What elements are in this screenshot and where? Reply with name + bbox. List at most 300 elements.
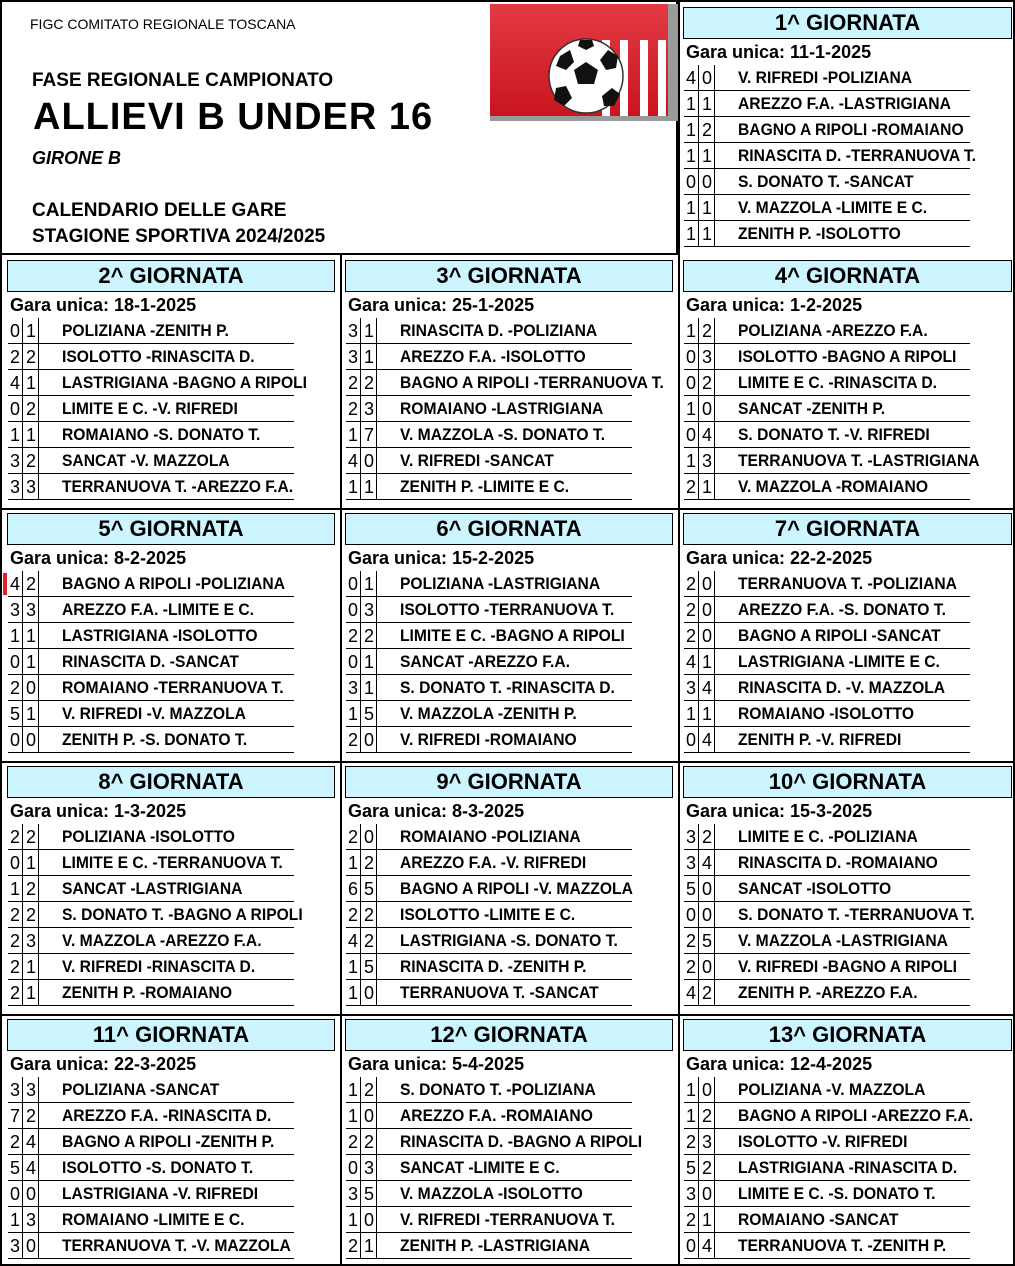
away-score: 3 — [24, 474, 39, 499]
match-teams: LASTRIGIANA -S. DONATO T. — [400, 931, 618, 950]
home-score: 1 — [8, 623, 23, 648]
game-row — [346, 344, 632, 370]
match-teams: ROMAIANO -TERRANUOVA T. — [62, 678, 284, 697]
game-row — [346, 1103, 632, 1129]
home-score: 2 — [8, 902, 23, 927]
match-teams: ZENITH P. -ISOLOTTO — [738, 224, 901, 243]
match-teams: S. DONATO T. -POLIZIANA — [400, 1080, 596, 1099]
away-score: 1 — [700, 195, 715, 220]
round-date: Gara unica: 1-2-2025 — [686, 295, 863, 315]
game-row — [684, 902, 975, 928]
game-row — [8, 344, 294, 370]
away-score: 3 — [24, 928, 39, 953]
home-score: 4 — [684, 65, 699, 90]
away-score: 3 — [700, 1129, 715, 1154]
game-row — [346, 954, 632, 980]
game-row — [684, 980, 970, 1006]
home-score: 2 — [346, 727, 361, 752]
game-row — [346, 876, 632, 902]
home-score: 3 — [684, 824, 699, 849]
game-row — [8, 597, 294, 623]
home-score: 0 — [346, 597, 361, 622]
match-teams: POLIZIANA -LASTRIGIANA — [400, 574, 601, 593]
home-score: 2 — [8, 344, 23, 369]
home-score: 0 — [684, 1233, 699, 1258]
away-score: 4 — [700, 727, 715, 752]
game-row — [8, 1155, 294, 1181]
round-panel — [2, 761, 340, 1014]
round-panel — [678, 761, 1015, 1014]
match-teams: POLIZIANA -ISOLOTTO — [62, 827, 235, 846]
away-score: 0 — [362, 727, 377, 752]
match-teams: AREZZO F.A. -ROMAIANO — [400, 1106, 593, 1125]
game-row — [684, 928, 970, 954]
match-teams: SANCAT -LASTRIGIANA — [62, 879, 243, 898]
home-score: 1 — [346, 422, 361, 447]
match-teams: ISOLOTTO -LIMITE E C. — [400, 905, 576, 924]
game-row — [8, 902, 303, 928]
away-score: 2 — [362, 1129, 377, 1154]
home-score: 1 — [346, 954, 361, 979]
away-score: 1 — [362, 571, 377, 596]
round-title: 6^ GIORNATA — [345, 513, 673, 545]
game-row — [684, 318, 970, 344]
match-teams: V. MAZZOLA -AREZZO F.A. — [62, 931, 262, 950]
home-score: 2 — [346, 1233, 361, 1258]
away-score: 2 — [700, 318, 715, 343]
match-teams: POLIZIANA -V. MAZZOLA — [738, 1080, 926, 1099]
match-teams: ZENITH P. -AREZZO F.A. — [738, 983, 918, 1002]
game-row — [684, 623, 970, 649]
home-score: 0 — [8, 850, 23, 875]
away-score: 2 — [24, 876, 39, 901]
away-score: 1 — [362, 649, 377, 674]
away-score: 0 — [362, 824, 377, 849]
row-divider — [2, 508, 1015, 510]
game-row — [8, 928, 294, 954]
away-score: 2 — [700, 1103, 715, 1128]
match-teams: ISOLOTTO -S. DONATO T. — [62, 1158, 254, 1177]
game-row — [684, 675, 970, 701]
home-score: 3 — [346, 344, 361, 369]
round-panel — [678, 1014, 1015, 1266]
match-teams: RINASCITA D. -POLIZIANA — [400, 321, 598, 340]
away-score: 2 — [24, 448, 39, 473]
match-teams: SANCAT -LIMITE E C. — [400, 1158, 560, 1177]
match-teams: AREZZO F.A. -RINASCITA D. — [62, 1106, 272, 1125]
away-score: 2 — [700, 370, 715, 395]
home-score: 0 — [8, 1181, 23, 1206]
away-score: 1 — [700, 1207, 715, 1232]
away-score: 2 — [362, 928, 377, 953]
home-score: 3 — [346, 1181, 361, 1206]
column-divider — [678, 2, 680, 1266]
game-row — [684, 195, 970, 221]
home-score: 1 — [8, 876, 23, 901]
away-score: 0 — [24, 727, 39, 752]
round-date: Gara unica: 12-4-2025 — [686, 1054, 873, 1074]
match-teams: ROMAIANO -S. DONATO T. — [62, 425, 261, 444]
away-score: 0 — [700, 65, 715, 90]
round-date: Gara unica: 25-1-2025 — [348, 295, 535, 315]
away-score: 2 — [362, 902, 377, 927]
match-teams: BAGNO A RIPOLI -V. MAZZOLA — [400, 879, 633, 898]
match-teams: V. RIFREDI -RINASCITA D. — [62, 957, 256, 976]
match-teams: POLIZIANA -SANCAT — [62, 1080, 220, 1099]
home-score: 0 — [346, 649, 361, 674]
games-list — [346, 318, 664, 500]
away-score: 3 — [700, 448, 715, 473]
away-score: 2 — [700, 824, 715, 849]
games-list — [346, 824, 632, 1006]
match-teams: V. MAZZOLA -LIMITE E C. — [738, 198, 928, 217]
round-title: 11^ GIORNATA — [7, 1019, 335, 1051]
away-score: 1 — [24, 649, 39, 674]
home-score: 0 — [684, 902, 699, 927]
round-title: 7^ GIORNATA — [683, 513, 1012, 545]
home-score: 0 — [346, 1155, 361, 1180]
away-score: 0 — [700, 571, 715, 596]
match-teams: ZENITH P. -LASTRIGIANA — [400, 1236, 591, 1255]
away-score: 3 — [700, 344, 715, 369]
away-score: 3 — [24, 597, 39, 622]
match-teams: TERRANUOVA T. -SANCAT — [400, 983, 599, 1002]
home-score: 3 — [8, 1233, 23, 1258]
home-score: 2 — [684, 597, 699, 622]
soccer-ball-logo — [490, 4, 678, 121]
game-row — [346, 675, 632, 701]
match-teams: LASTRIGIANA -RINASCITA D. — [738, 1158, 958, 1177]
match-teams: ZENITH P. -LIMITE E C. — [400, 477, 570, 496]
away-score: 2 — [700, 117, 715, 142]
round-panel — [2, 255, 340, 508]
away-score: 2 — [24, 824, 39, 849]
home-score: 3 — [684, 850, 699, 875]
round-title: 9^ GIORNATA — [345, 766, 673, 798]
home-score: 4 — [346, 448, 361, 473]
match-teams: RINASCITA D. -TERRANUOVA T. — [738, 146, 977, 165]
game-row — [8, 980, 294, 1006]
round-panel — [678, 255, 1015, 508]
away-score: 5 — [362, 701, 377, 726]
round-panel — [678, 508, 1015, 761]
home-score: 1 — [684, 448, 699, 473]
away-score: 4 — [700, 422, 715, 447]
away-score: 0 — [700, 623, 715, 648]
match-teams: V. MAZZOLA -ISOLOTTO — [400, 1184, 583, 1203]
games-list — [346, 571, 632, 753]
round-date: Gara unica: 5-4-2025 — [348, 1054, 525, 1074]
away-score: 1 — [700, 91, 715, 116]
home-score: 2 — [8, 675, 23, 700]
away-score: 1 — [362, 474, 377, 499]
match-teams: LASTRIGIANA -BAGNO A RIPOLI — [62, 373, 308, 392]
match-teams: POLIZIANA -ZENITH P. — [62, 321, 229, 340]
match-teams: LIMITE E C. -POLIZIANA — [738, 827, 918, 846]
home-score: 4 — [346, 928, 361, 953]
away-score: 1 — [700, 143, 715, 168]
away-score: 1 — [24, 980, 39, 1005]
home-score: 2 — [684, 1129, 699, 1154]
away-score: 2 — [24, 344, 39, 369]
match-teams: V. RIFREDI -TERRANUOVA T. — [400, 1210, 615, 1229]
away-score: 7 — [362, 422, 377, 447]
home-score: 1 — [346, 474, 361, 499]
game-row — [346, 422, 632, 448]
away-score: 1 — [24, 623, 39, 648]
home-score: 4 — [684, 980, 699, 1005]
home-score: 0 — [8, 396, 23, 421]
away-score: 4 — [24, 1155, 39, 1180]
away-score: 0 — [700, 597, 715, 622]
away-score: 1 — [24, 954, 39, 979]
round-title: 2^ GIORNATA — [7, 260, 335, 292]
home-score: 0 — [684, 169, 699, 194]
away-score: 1 — [24, 318, 39, 343]
game-row — [684, 1129, 970, 1155]
games-list — [8, 1077, 294, 1259]
match-teams: LASTRIGIANA -LIMITE E C. — [738, 652, 940, 671]
game-row — [346, 727, 632, 753]
home-score: 1 — [684, 195, 699, 220]
game-row — [684, 1155, 970, 1181]
match-teams: ISOLOTTO -RINASCITA D. — [62, 347, 255, 366]
games-list — [684, 824, 975, 1006]
season-label: STAGIONE SPORTIVA 2024/2025 — [32, 226, 326, 247]
round-date: Gara unica: 18-1-2025 — [10, 295, 197, 315]
game-row — [8, 396, 294, 422]
round-panel — [2, 1014, 340, 1266]
away-score: 2 — [24, 902, 39, 927]
round-date: Gara unica: 22-3-2025 — [10, 1054, 197, 1074]
game-row — [8, 1129, 294, 1155]
match-teams: ISOLOTTO -BAGNO A RIPOLI — [738, 347, 957, 366]
match-teams: LIMITE E C. -V. RIFREDI — [62, 399, 238, 418]
game-row — [8, 701, 294, 727]
round-title: 8^ GIORNATA — [7, 766, 335, 798]
home-score: 1 — [346, 1077, 361, 1102]
home-score: 4 — [8, 370, 23, 395]
match-teams: TERRANUOVA T. -POLIZIANA — [738, 574, 957, 593]
away-score: 5 — [362, 954, 377, 979]
away-score: 2 — [362, 1077, 377, 1102]
away-score: 3 — [362, 396, 377, 421]
away-score: 5 — [362, 876, 377, 901]
round-panel — [340, 255, 678, 508]
round-title: 10^ GIORNATA — [683, 766, 1012, 798]
game-row — [8, 1077, 294, 1103]
away-score: 0 — [700, 1077, 715, 1102]
game-row — [684, 370, 970, 396]
match-teams: LASTRIGIANA -ISOLOTTO — [62, 626, 258, 645]
game-row — [8, 370, 308, 396]
game-row — [346, 1233, 632, 1259]
games-list — [684, 1077, 974, 1259]
away-score: 0 — [362, 1207, 377, 1232]
home-score: 6 — [346, 876, 361, 901]
game-row — [684, 221, 970, 247]
game-row — [8, 318, 294, 344]
game-row — [8, 954, 294, 980]
game-row — [8, 1233, 294, 1259]
match-teams: RINASCITA D. -SANCAT — [62, 652, 239, 671]
away-score: 1 — [362, 344, 377, 369]
match-teams: ROMAIANO -POLIZIANA — [400, 827, 581, 846]
home-score: 1 — [684, 91, 699, 116]
header-block — [2, 2, 678, 255]
home-score: 2 — [346, 396, 361, 421]
games-list — [8, 571, 294, 753]
game-row — [8, 1207, 294, 1233]
away-score: 3 — [362, 597, 377, 622]
game-row — [684, 824, 970, 850]
round-title: 13^ GIORNATA — [683, 1019, 1012, 1051]
games-list — [8, 824, 303, 1006]
match-teams: LIMITE E C. -S. DONATO T. — [738, 1184, 936, 1203]
game-row — [684, 65, 970, 91]
game-row — [346, 474, 632, 500]
home-score: 0 — [8, 649, 23, 674]
game-row — [346, 597, 632, 623]
calendar-label: CALENDARIO DELLE GARE — [32, 200, 287, 221]
group-label: GIRONE B — [32, 148, 122, 168]
match-teams: S. DONATO T. -BAGNO A RIPOLI — [62, 905, 303, 924]
match-teams: S. DONATO T. -TERRANUOVA T. — [738, 905, 975, 924]
game-row — [684, 396, 970, 422]
match-teams: SANCAT -V. MAZZOLA — [62, 451, 230, 470]
game-row — [684, 474, 970, 500]
away-score: 0 — [700, 396, 715, 421]
home-score: 1 — [684, 701, 699, 726]
phase-label: FASE REGIONALE CAMPIONATO — [32, 70, 334, 91]
game-row — [346, 448, 632, 474]
game-row — [8, 623, 294, 649]
match-teams: V. MAZZOLA -S. DONATO T. — [400, 425, 606, 444]
away-score: 0 — [24, 675, 39, 700]
match-teams: POLIZIANA -AREZZO F.A. — [738, 321, 928, 340]
game-row — [684, 117, 970, 143]
home-score: 2 — [346, 902, 361, 927]
match-teams: RINASCITA D. -ROMAIANO — [738, 853, 938, 872]
away-score: 1 — [700, 221, 715, 246]
away-score: 0 — [24, 1181, 39, 1206]
away-score: 1 — [362, 675, 377, 700]
match-teams: BAGNO A RIPOLI -POLIZIANA — [62, 574, 286, 593]
away-score: 3 — [362, 1155, 377, 1180]
match-teams: ZENITH P. -ROMAIANO — [62, 983, 233, 1002]
game-row — [346, 928, 632, 954]
match-teams: AREZZO F.A. -S. DONATO T. — [738, 600, 946, 619]
game-row — [684, 169, 970, 195]
away-score: 1 — [24, 370, 39, 395]
match-teams: RINASCITA D. -BAGNO A RIPOLI — [400, 1132, 643, 1151]
away-score: 2 — [24, 396, 39, 421]
match-teams: V. RIFREDI -SANCAT — [400, 451, 554, 470]
home-score: 0 — [684, 370, 699, 395]
match-teams: S. DONATO T. -RINASCITA D. — [400, 678, 615, 697]
round-title: 4^ GIORNATA — [683, 260, 1012, 292]
match-teams: RINASCITA D. -ZENITH P. — [400, 957, 587, 976]
games-list — [8, 318, 308, 500]
home-score: 3 — [8, 448, 23, 473]
game-row — [346, 902, 632, 928]
game-row — [684, 143, 977, 169]
match-teams: BAGNO A RIPOLI -ZENITH P. — [62, 1132, 275, 1151]
match-teams: ROMAIANO -LASTRIGIANA — [400, 399, 604, 418]
away-score: 0 — [362, 980, 377, 1005]
away-score: 1 — [24, 701, 39, 726]
away-score: 3 — [24, 1077, 39, 1102]
match-teams: TERRANUOVA T. -ZENITH P. — [738, 1236, 947, 1255]
away-score: 4 — [700, 675, 715, 700]
round-title: 3^ GIORNATA — [345, 260, 673, 292]
match-teams: S. DONATO T. -V. RIFREDI — [738, 425, 930, 444]
home-score: 1 — [684, 221, 699, 246]
away-score: 2 — [362, 370, 377, 395]
home-score: 3 — [684, 675, 699, 700]
match-teams: RINASCITA D. -V. MAZZOLA — [738, 678, 946, 697]
away-score: 1 — [362, 318, 377, 343]
match-teams: TERRANUOVA T. -LASTRIGIANA — [738, 451, 980, 470]
home-score: 3 — [346, 318, 361, 343]
home-score: 1 — [684, 143, 699, 168]
round-title: 5^ GIORNATA — [7, 513, 335, 545]
round-panel — [340, 761, 678, 1014]
home-score: 2 — [346, 824, 361, 849]
game-row — [346, 318, 632, 344]
row-divider — [2, 1014, 1015, 1016]
away-score: 1 — [24, 850, 39, 875]
game-row — [684, 571, 970, 597]
match-teams: SANCAT -ISOLOTTO — [738, 879, 892, 898]
away-score: 2 — [700, 980, 715, 1005]
match-teams: AREZZO F.A. -ISOLOTTO — [400, 347, 586, 366]
home-score: 0 — [684, 422, 699, 447]
game-row — [346, 850, 632, 876]
home-score: 0 — [8, 318, 23, 343]
game-row — [346, 370, 664, 396]
home-score: 2 — [684, 623, 699, 648]
home-score: 3 — [8, 597, 23, 622]
away-score: 5 — [700, 928, 715, 953]
match-teams: ISOLOTTO -V. RIFREDI — [738, 1132, 908, 1151]
match-teams: V. RIFREDI -POLIZIANA — [738, 68, 913, 87]
match-teams: AREZZO F.A. -V. RIFREDI — [400, 853, 587, 872]
away-score: 1 — [24, 422, 39, 447]
match-teams: V. MAZZOLA -LASTRIGIANA — [738, 931, 948, 950]
home-score: 1 — [346, 980, 361, 1005]
game-row — [346, 1207, 632, 1233]
home-score: 3 — [8, 474, 23, 499]
home-score: 1 — [346, 701, 361, 726]
match-teams: LASTRIGIANA -V. RIFREDI — [62, 1184, 259, 1203]
match-teams: LIMITE E C. -RINASCITA D. — [738, 373, 937, 392]
round-title: 1^ GIORNATA — [683, 7, 1012, 39]
games-list — [684, 318, 980, 500]
game-row — [684, 1181, 970, 1207]
away-score: 0 — [362, 1103, 377, 1128]
round-panel — [2, 508, 340, 761]
round-panel — [678, 2, 1015, 255]
home-score: 2 — [684, 474, 699, 499]
away-score: 0 — [700, 902, 715, 927]
away-score: 3 — [24, 1207, 39, 1232]
game-row — [8, 1181, 294, 1207]
game-row — [684, 344, 970, 370]
match-teams: ROMAIANO -ISOLOTTO — [738, 704, 915, 723]
match-teams: BAGNO A RIPOLI -AREZZO F.A. — [738, 1106, 974, 1125]
round-date: Gara unica: 15-3-2025 — [686, 801, 873, 821]
